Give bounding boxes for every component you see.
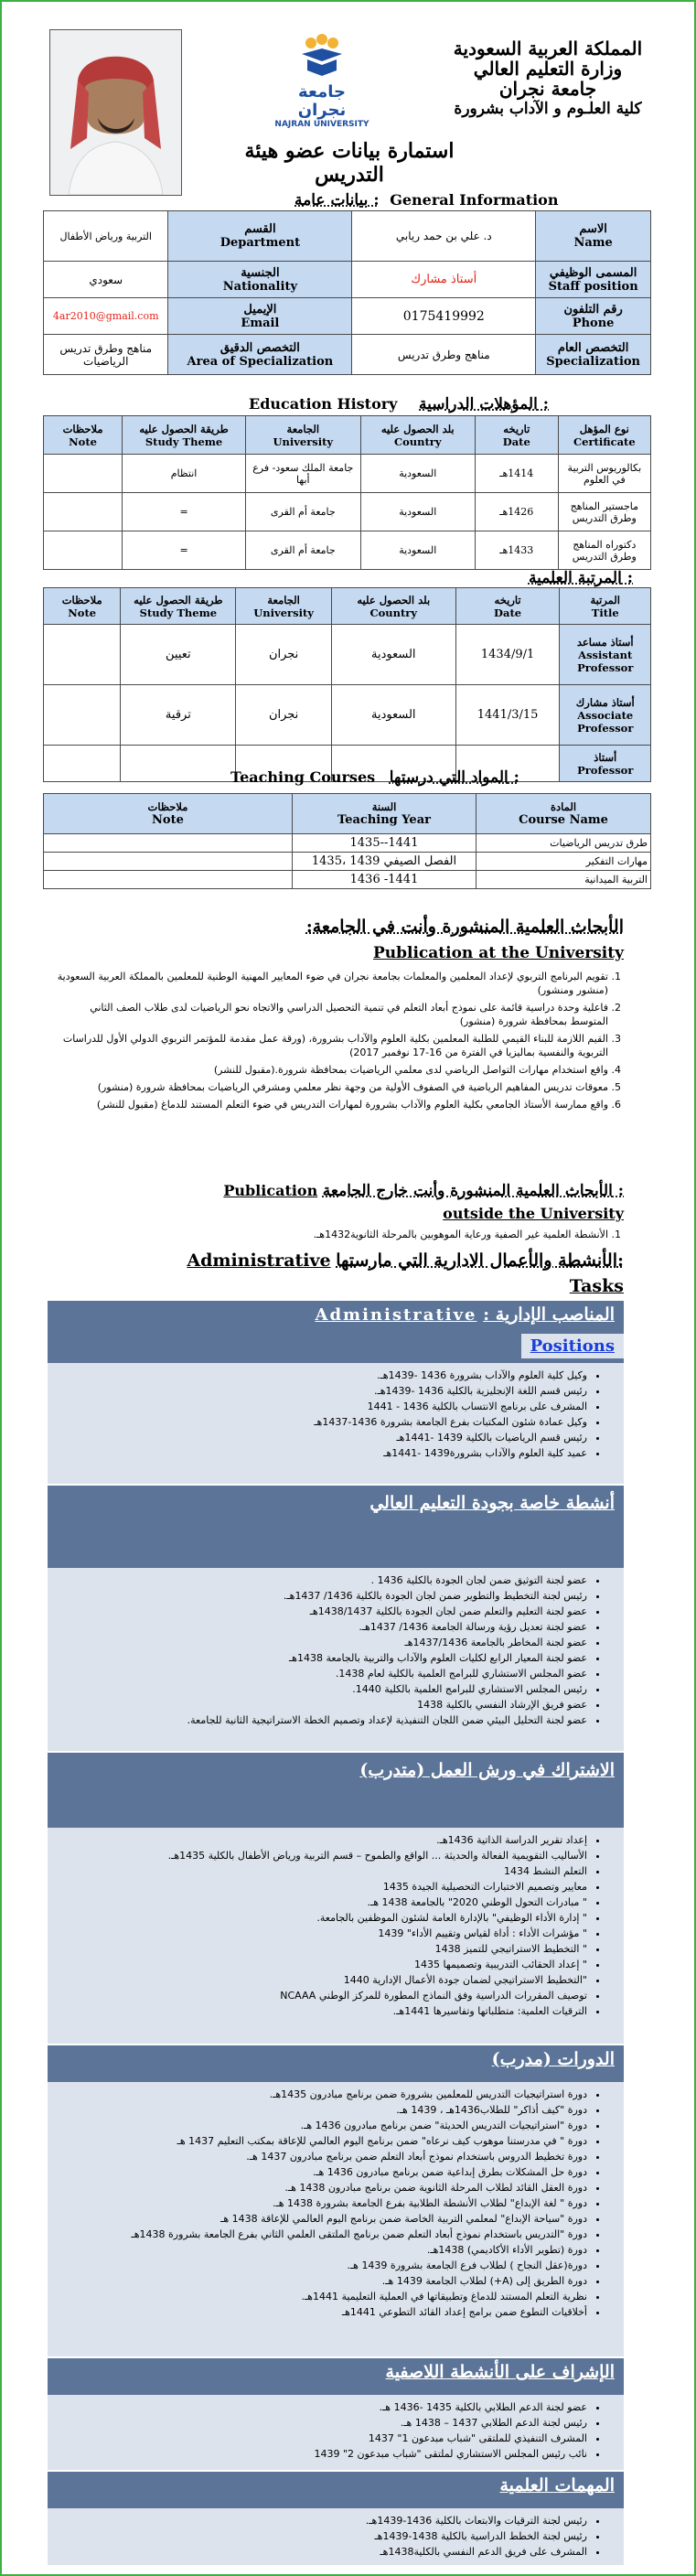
specialization-label-en: Specialization xyxy=(546,354,641,369)
rank-header-date xyxy=(455,588,560,625)
email-label xyxy=(168,298,352,335)
table-row xyxy=(44,455,651,493)
rank-title-ar: أستاذ مشارك xyxy=(575,695,635,709)
list-item: • " التخطيط الاستراتيجي للتميز 1438 xyxy=(57,1942,587,1956)
table-row xyxy=(44,531,651,570)
publications-out-title-en2: outside the University xyxy=(443,1205,624,1222)
list-item: • نظرية التعلم المستند للدماغ وتطبيقاتها في العملية التعليمية 1441هـ. xyxy=(57,2290,587,2303)
email-value[interactable]: 4ar2010@gmail.com xyxy=(44,298,168,335)
list-item: • دورة تخطيط الدروس باستخدام نموذج أبعاد التعلم ضمن برنامج مبادرون 1437 هـ. xyxy=(57,2150,587,2163)
publications-out-heading xyxy=(139,1182,624,1200)
list-item: • إعداد تقرير الدراسة الذاتية 1436هـ. xyxy=(57,1833,587,1847)
workshops-band xyxy=(48,1753,624,1828)
list-item: • عضو لجنة المعيار الرابع لكليات العلوم والآداب والتربية بالجامعة 1438هـ xyxy=(57,1651,587,1665)
courses-header-name xyxy=(476,794,651,834)
area-label xyxy=(168,335,352,375)
table-cell: جامعة أم القرى xyxy=(245,531,360,570)
list-item: • عضو المجلس الاستشاري للبرامج العلمية بالكلية لعام 1438. xyxy=(57,1667,587,1680)
university-logo xyxy=(272,34,372,129)
header-ar: الجامعة xyxy=(286,422,320,435)
table-cell: 1434/9/1 xyxy=(455,625,560,685)
department-label-ar: القسم xyxy=(244,222,276,236)
list-item: • "التخطيط الاستراتيجي لضمان جودة الأعمال الإدارية 1440 xyxy=(57,1973,587,1987)
positions-heading xyxy=(48,1301,624,1328)
admin-heading xyxy=(66,1250,624,1271)
table-cell: تعيين xyxy=(121,625,236,685)
list-item: • عميد كلية العلوم والآداب بشرورة1439 -1441هـ xyxy=(57,1446,587,1460)
list-item: • دورة "استراتيجيات التدريس الحديثة" ضمن برنامج مبادرون 1436 هـ. xyxy=(57,2119,587,2132)
table-cell: نجران xyxy=(236,685,331,746)
table-cell: 1441--1435 xyxy=(292,834,476,853)
publications-out-title-ar: الأبحاث العلمية المنشورة وأنت خارج الجامعة : xyxy=(322,1182,624,1200)
table-cell xyxy=(44,685,121,746)
list-item: • عضو فريق الإرشاد النفسي بالكلية 1438 xyxy=(57,1698,587,1712)
scientific-band xyxy=(48,2472,624,2508)
table-cell xyxy=(44,493,123,531)
list-item: • دورة (تطوير الأداء الأكاديمي) 1438هـ. xyxy=(57,2243,587,2257)
table-cell: دكتوراه المناهج وطرق التدريس xyxy=(558,531,650,570)
edu-header-certificate xyxy=(558,416,650,455)
extracurricular-band xyxy=(48,2358,624,2395)
courses-table xyxy=(43,793,651,889)
logo-arabic-text: جامعة نجران xyxy=(297,82,347,120)
form-title: استمارة بيانات عضو هيئة التدريس xyxy=(244,139,455,187)
education-title-en: Education History xyxy=(249,395,398,413)
header-ar: بلد الحصول عليه xyxy=(380,422,455,435)
table-cell: = xyxy=(123,493,246,531)
edu-header-country xyxy=(360,416,475,455)
phone-label-en: Phone xyxy=(572,316,615,330)
list-item: • دورة(عقل النجاح ) لطلاب فرع الجامعة بشرورة 1439 هـ. xyxy=(57,2259,587,2272)
positions-title-en1: Administrative xyxy=(315,1305,477,1325)
table-cell: = xyxy=(123,531,246,570)
table-cell xyxy=(44,834,293,853)
rank-header-university xyxy=(236,588,331,625)
header-ar: نوع المؤهل xyxy=(579,422,629,435)
list-item: • دورة "سياحة الإبداع" لمعلمي التربية الخاصة ضمن برنامج اليوم العالمي للإعاقة 1438 هـ xyxy=(57,2212,587,2226)
specialization-value: مناهج وطرق تدريس xyxy=(352,335,536,375)
specialization-label-ar: التخصص العام xyxy=(557,340,629,355)
header-line-1: المملكة العربية السعودية xyxy=(453,38,643,59)
table-row xyxy=(44,834,651,853)
department-label-en: Department xyxy=(220,236,301,250)
list-item: • دورة "التدريس باستخدام نموذج أبعاد التعلم ضمن برنامج الملتقى العلمي الثاني بفرع الجامعة بشرورة 1438هـ xyxy=(57,2227,587,2241)
table-cell xyxy=(44,853,293,871)
table-cell: بكالوريوس التربية في العلوم xyxy=(558,455,650,493)
rank-table xyxy=(43,587,651,782)
publications-in-title-ar: الأبحاث العلمية المنشورة وأنت في الجامعة: xyxy=(305,917,624,937)
table-cell: ترقية xyxy=(121,685,236,746)
list-item: 3. القيم اللازمة للبناء القيمي للطلبة المعلمين بكلية العلوم والآداب بشرورة، (ورقة عمل مقدمة للمؤتمر التربوي الدولي الأول للدراسات التربوية والنفسية بماليزيا في الفترة من 16-17 نوفمبر 2017) xyxy=(57,1032,608,1059)
logo-english-text: NAJRAN UNIVERSITY xyxy=(274,120,369,129)
table-cell: السعودية xyxy=(360,531,475,570)
list-item: 5. معوقات تدريس المفاهيم الرياضية في الصفوف الأولية من وجهة نظر معلمي ومشرفي الرياضيات بمحافظة شرورة (منشور) xyxy=(57,1080,608,1094)
edu-header-date xyxy=(475,416,558,455)
table-row xyxy=(44,853,651,871)
email-label-ar: الإيميل xyxy=(243,302,277,317)
header-ar: السنة xyxy=(371,800,397,813)
rank-title-cell xyxy=(560,685,651,746)
rank-title-ar: أستاذ xyxy=(594,750,617,764)
header-en: Date xyxy=(502,435,530,448)
table-cell: طرق تدريس الرياضيات xyxy=(476,834,651,853)
publications-in-title-en: Publication at the University xyxy=(372,944,624,962)
specialization-label xyxy=(536,335,651,375)
table-cell xyxy=(44,531,123,570)
header-line-2: وزارة التعليم العالي xyxy=(473,58,623,80)
header-en: Study Theme xyxy=(139,606,218,619)
area-value: مناهج وطرق تدريس الرياضيات xyxy=(44,335,168,375)
list-item: • عضو لجنة تعديل رؤية ورسالة الجامعة 1436/ 1437هـ. xyxy=(57,1620,587,1634)
courses-header-year xyxy=(292,794,476,834)
edu-header-university xyxy=(245,416,360,455)
positions-band xyxy=(48,1301,624,1363)
table-cell xyxy=(44,625,121,685)
header-ar: المادة xyxy=(551,800,577,813)
header-en: Certificate xyxy=(573,435,636,448)
list-item: • " إعداد الحقائب التدريبية وتصميمها 1435 xyxy=(57,1958,587,1971)
ministry-header xyxy=(429,38,667,119)
position-label-ar: المسمى الوظيفي xyxy=(549,265,637,280)
general-info-title-ar: بيانات عامة : xyxy=(294,191,380,209)
list-item: • الترقيات العلمية: متطلباتها وتفاسيرها 1441هـ. xyxy=(57,2004,587,2018)
positions-title-en2: Positions xyxy=(521,1334,624,1358)
table-cell: ماجستير المناهج وطرق التدريس xyxy=(558,493,650,531)
table-cell: نجران xyxy=(236,625,331,685)
list-item: 1. تقويم البرنامج التربوي لإعداد المعلمين والمعلمات بجامعة نجران في ضوء المعايير المهنية الوطنية للمعلمين بالمملكة العربية السعودية (منشور ومنشور) xyxy=(57,970,608,997)
list-item: • " مبادرات التحول الوطني 2020" بالجامعة 1438 هـ. xyxy=(57,1895,587,1909)
name-label-ar: الاسم xyxy=(579,222,607,236)
department-value: التربية ورياض الأطفال xyxy=(44,211,168,262)
table-cell: السعودية xyxy=(331,625,455,685)
header-ar: المرتبة xyxy=(590,593,620,606)
list-item: • " إدارة الأداء الوظيفي" بالإدارة العامة لشئون الموظفين بالجامعة. xyxy=(57,1911,587,1925)
logo-mark-icon xyxy=(294,34,349,80)
table-cell: 1441/3/15 xyxy=(455,685,560,746)
table-cell: انتظام xyxy=(123,455,246,493)
list-item: • وكيل كلية العلوم والآداب بشرورة 1436 -1439هـ. xyxy=(57,1368,587,1382)
header-line-4: كلية العلـوم و الآداب بشرورة xyxy=(454,100,642,118)
list-item: • نائب رئيس المجلس الاستشاري لملتقى "شباب مبدعون 2" 1439 xyxy=(57,2447,587,2461)
table-cell xyxy=(121,746,236,782)
table-cell: جامعة الملك سعود- فرع أبها xyxy=(245,455,360,493)
header-en: Study Theme xyxy=(145,435,223,448)
trainer-band xyxy=(48,2045,624,2082)
header-en: Country xyxy=(369,606,418,619)
position-label xyxy=(536,262,651,298)
rank-title-ar: أستاذ مساعد xyxy=(576,635,634,649)
header-ar: تاريخه xyxy=(503,422,530,435)
table-cell: التربية الميدانية xyxy=(476,871,651,889)
nationality-value: سعودي xyxy=(44,262,168,298)
person-photo-icon xyxy=(50,30,181,195)
rank-title-en: Associate Professor xyxy=(577,708,634,735)
header-ar: ملاحظات xyxy=(147,800,188,813)
courses-header-row xyxy=(44,794,651,834)
education-table xyxy=(43,415,651,570)
workshops-box xyxy=(48,1828,624,2044)
rank-title-en: Professor xyxy=(577,763,634,777)
table-cell xyxy=(44,455,123,493)
header-en: Teaching Year xyxy=(337,813,431,827)
nationality-label-ar: الجنسية xyxy=(241,265,280,280)
header-ar: ملاحظات xyxy=(62,422,103,435)
list-item: • توصيف المقررات الدراسية وفق النماذج المطورة للمركز الوطني NCAAA xyxy=(57,1989,587,2002)
table-row xyxy=(44,493,651,531)
header-en: Note xyxy=(68,606,97,619)
list-item: • دورة " في مدرستنا موهوب كيف نرعاه" ضمن برنامج اليوم العالمي للإعاقة بمكتب التعليم 1437 هـ xyxy=(57,2134,587,2148)
education-header-row xyxy=(44,416,651,455)
header-en: Date xyxy=(494,606,522,619)
trainer-box xyxy=(48,2082,624,2356)
header-ar: الجامعة xyxy=(267,593,300,606)
rank-header-theme xyxy=(121,588,236,625)
edu-header-theme xyxy=(123,416,246,455)
table-row xyxy=(44,871,651,889)
list-item: • وكيل عمادة شئون المكتبات بفرع الجامعة بشرورة 1436-1437هـ xyxy=(57,1415,587,1429)
list-item: • أخلاقيات التطوع ضمن برامج إعداد القائد التطوعي 1441هـ xyxy=(57,2305,587,2319)
header-en: Title xyxy=(591,606,619,619)
rank-header-title xyxy=(560,588,651,625)
courses-title-en: Teaching Courses xyxy=(230,768,376,786)
name-value: د. علي بن حمد ريابي xyxy=(352,211,536,262)
rank-heading xyxy=(395,569,633,587)
list-item: • عضو لجنة المخاطر بالجامعة 1437/1436هـ xyxy=(57,1636,587,1649)
education-title-ar: المؤهلات الدراسية : xyxy=(419,395,550,413)
list-item: • دورة حل المشكلات بطرق إبداعية ضمن برنامج مبادرون 1436 هـ. xyxy=(57,2165,587,2179)
table-row xyxy=(44,685,651,746)
list-item: • رئيس لجنة الخطط الدراسية بالكلية 1438-1439هـ xyxy=(57,2529,587,2543)
list-item: • الأساليب التقويمية الفعالة والحديثة ... الواقع والطموح – قسم التربية ورياض الأطفال بالكلية 1435هـ. xyxy=(57,1849,587,1862)
list-item: 4. واقع استخدام مهارات التواصل الرياضي لدى معلمي الرياضيات بمحافظة شرورة.(مقبول للنشر) xyxy=(57,1063,608,1077)
table-cell: 1426هـ xyxy=(475,493,558,531)
table-cell xyxy=(44,871,293,889)
name-label-en: Name xyxy=(573,236,613,250)
extracurricular-box xyxy=(48,2395,624,2470)
phone-label-ar: رقم التلفون xyxy=(563,302,623,317)
table-cell xyxy=(44,746,121,782)
general-info-title-en: General Information xyxy=(390,191,559,209)
publications-out-title-en1: Publication xyxy=(223,1182,318,1199)
nationality-label xyxy=(168,262,352,298)
header-line-3: جامعة نجران xyxy=(498,78,597,100)
department-label xyxy=(168,211,352,262)
table-cell: مهارات التفكير xyxy=(476,853,651,871)
scientific-title: المهمات العلمية xyxy=(499,2475,615,2496)
position-label-en: Staff position xyxy=(548,279,638,294)
list-item: • رئيس قسم اللغة الإنجليزية بالكلية 1436 -1439هـ. xyxy=(57,1384,587,1398)
admin-title-en1: Administrative xyxy=(187,1250,331,1271)
list-item: • رئيس لجنة الترقيات والابتعاث بالكلية 1436-1439هـ. xyxy=(57,2514,587,2528)
header-ar: ملاحظات xyxy=(61,593,102,606)
header-ar: تاريخه xyxy=(494,593,521,606)
list-item: • عضو لجنة التوثيق ضمن لجان الجودة بالكلية 1436 . xyxy=(57,1573,587,1587)
publications-out-list xyxy=(57,1228,628,1245)
list-item: • التعلم النشط 1434 xyxy=(57,1864,587,1878)
profile-photo xyxy=(49,29,182,196)
table-cell: السعودية xyxy=(360,493,475,531)
list-item: • رئيس لجنة الدعم الطلابي 1437 – 1438 هـ. xyxy=(57,2416,587,2430)
email-label-en: Email xyxy=(241,316,280,330)
edu-header-note xyxy=(44,416,123,455)
list-item: • " مؤشرات الأداء : أداة لقياس وتقييم الأداء" 1439 xyxy=(57,1927,587,1940)
header-en: Course Name xyxy=(519,813,608,827)
rank-header-row xyxy=(44,588,651,625)
publications-in-heading xyxy=(148,917,624,937)
list-item: • دورة " لغة الإبداع" لطلاب الأنشطة الطلابية بفرع الجامعة بشرورة 1438 هـ. xyxy=(57,2196,587,2210)
list-item: • معايير وتصميم الاختبارات التحصيلية الجيدة 1435 xyxy=(57,1880,587,1894)
rank-header-country xyxy=(331,588,455,625)
courses-title-ar: المواد التي درستها : xyxy=(389,768,519,787)
list-item: • المشرف على فريق الدعم النفسي بالكلية1438هـ xyxy=(57,2545,587,2559)
list-item: 2. فاعلية وحدة دراسية قائمة على نموذج أبعاد التعلم في تنمية التحصيل الدراسي والاتجاه نحو الرياضيات لدى طلاب الصف الثاني المتوسط بمحافظة شرورة (منشور) xyxy=(57,1001,608,1028)
rank-header-note xyxy=(44,588,121,625)
courses-header-note xyxy=(44,794,293,834)
general-info-heading xyxy=(294,191,624,209)
workshops-title: الاشتراك في ورش العمل (متدرب) xyxy=(359,1760,615,1780)
table-cell: 1433هـ xyxy=(475,531,558,570)
list-item: • رئيس لجنة التخطيط والتطوير ضمن لجان الجودة بالكلية 1436/ 1437هـ. xyxy=(57,1589,587,1603)
list-item: • عضو لجنة الدعم الطلابي بالكلية 1435 -1436 هـ. xyxy=(57,2400,587,2414)
phone-label xyxy=(536,298,651,335)
name-label xyxy=(536,211,651,262)
area-label-en: Area of Specialization xyxy=(187,354,334,369)
header-ar: طريقة الحصول عليه xyxy=(134,593,223,606)
quality-title: أنشطة خاصة بجودة التعليم العالي xyxy=(369,1493,615,1513)
header-en: University xyxy=(273,435,334,448)
table-cell: جامعة أم القرى xyxy=(245,493,360,531)
list-item: • رئيس قسم الرياضيات بالكلية 1439 -1441هـ xyxy=(57,1431,587,1444)
table-cell: 1441- 1436 xyxy=(292,871,476,889)
rank-title-cell xyxy=(560,625,651,685)
quality-box xyxy=(48,1568,624,1751)
education-heading xyxy=(249,395,633,413)
header-en: Country xyxy=(393,435,442,448)
list-item: • دورة استراتيجيات التدريس للمعلمين بشرورة ضمن برنامج مبادرون 1435هـ. xyxy=(57,2088,587,2101)
position-value: أستاذ مشارك xyxy=(352,262,536,298)
general-info-table xyxy=(43,210,651,375)
list-item: • عضو لجنة التعليم والتعلم ضمن لجان الجودة بالكلية 1438/1437هـ xyxy=(57,1605,587,1618)
header-en: Note xyxy=(152,813,184,827)
list-item: • المشرف على برنامج الانتساب بالكلية 1436 - 1441 xyxy=(57,1400,587,1413)
list-item: • دورة الطريق إلى (A+) لطلاب الجامعة 1439 هـ. xyxy=(57,2274,587,2288)
list-item: • المشرف التنفيذي للملتقى "شباب مبدعون 1" 1437 xyxy=(57,2431,587,2445)
publications-in-list xyxy=(57,970,628,1115)
list-item: 6. واقع ممارسة الأستاذ الجامعي بكلية العلوم والآداب بشرورة لمهارات التدريس في ضوء التعلم المستند للدماغ (مقبول للنشر) xyxy=(57,1098,608,1111)
scientific-box xyxy=(48,2508,624,2565)
header-ar: بلد الحصول عليه xyxy=(357,593,431,606)
extracurricular-title: الإشراف على الأنشطة اللاصفية xyxy=(385,2362,615,2382)
courses-heading xyxy=(230,768,633,787)
header-en: Note xyxy=(69,435,97,448)
table-cell: 1414هـ xyxy=(475,455,558,493)
quality-band xyxy=(48,1486,624,1568)
table-cell: السعودية xyxy=(331,685,455,746)
table-cell: السعودية xyxy=(360,455,475,493)
positions-title-ar: المناصب الإدارية : xyxy=(483,1304,615,1325)
trainer-title: الدورات (مدرب) xyxy=(491,2049,615,2069)
list-item: • دورة العقل القائد لطلاب المرحلة الثانوية ضمن برنامج مبادرون 1438 هـ. xyxy=(57,2181,587,2195)
area-label-ar: التخصص الدقيق xyxy=(220,340,300,355)
header-en: University xyxy=(253,606,314,619)
header-ar: طريقة الحصول عليه xyxy=(139,422,229,435)
phone-value: 0175419992 xyxy=(352,298,536,335)
admin-title-en2: Tasks xyxy=(569,1276,624,1296)
admin-title-ar: الأنشطة والأعمال الادارية التي مارستها: xyxy=(336,1250,624,1271)
nationality-label-en: Nationality xyxy=(222,279,297,294)
list-item: 1. الأنشطة العلمية غير الصفية ورعاية الموهوبين بالمرحلة الثانوية1432هـ. xyxy=(57,1228,608,1241)
table-row xyxy=(44,625,651,685)
rank-title-en: Assistant Professor xyxy=(577,648,634,674)
positions-box xyxy=(48,1363,624,1484)
rank-title-ar: المرتبة العلمية : xyxy=(528,569,633,587)
list-item: • دورة "كيف أذاكر" للطلاب1436هـ ، 1439 هـ. xyxy=(57,2103,587,2117)
list-item: • رئيس المجلس الاستشاري للبرامج العلمية بالكلية 1440. xyxy=(57,1682,587,1696)
list-item: • عضو لجنة التحليل البيئي ضمن اللجان التنفيذية لإعداد وتصميم الخطة الاستراتيجية الثانية للجامعة. xyxy=(57,1713,587,1727)
table-cell: الفصل الصيفي 1439 ،1435 xyxy=(292,853,476,871)
